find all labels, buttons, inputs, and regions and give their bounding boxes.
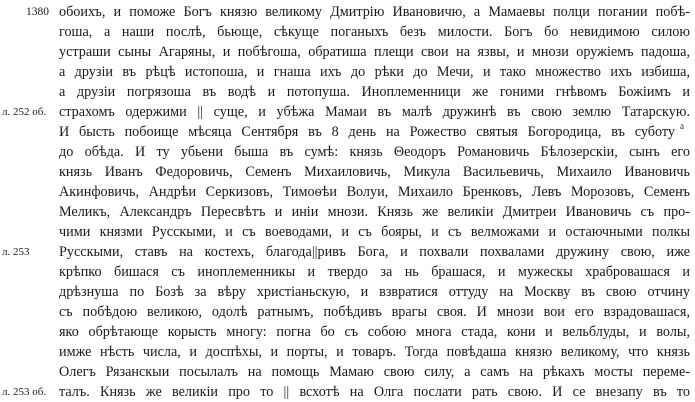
text-line: Меликъ, Александръ Пересвѣтъ и иніи мнози. Князь же великіи Дмитреи Ивановичь съ про- [59,204,690,220]
text-line: Русскыми, ставъ на костехъ, благода||ривъ Бога, и похвали похвалами дружину свою, иже [59,244,690,260]
margin-year: 1380 [26,6,49,18]
text-line: яко обрѣтающе корысть многу: погна бо съ собою многа стада, кони и вельблуды, и волы, [59,324,690,340]
text-line: а друзіи погрязоша въ водѣ и потопуша. Иноплеменници же гоними гнѣвомъ Божіимъ и [59,84,690,100]
text-line: обоихъ, и поможе Богъ князю великому Дмитрію Ивановичю, а Мамаевы полци погании побѣ- [59,4,690,20]
margin-folio-253v: л. 253 об. [2,386,47,398]
footnote-marker: a [680,121,684,131]
text-line: имже нѣсть числа, и доспѣхы, и порты, и товаръ. Тогда повѣдаша князю великому, что князь [59,344,690,360]
text-line: а друзіи въ рѣцѣ истопоша, и гнаша ихъ до рѣки до Мечи, и тако множество ихъ избиша, [59,64,690,80]
text-line: гоша, а наши послѣ, бьюще, сѣкуще поганыхъ безъ милости. Богъ бо невидимою силою [59,24,690,40]
text-line: князь Иванъ Федоровичь, Семенъ Михаиловичь, Микула Васильевичь, Михаило Ивановичь [59,164,690,180]
margin-folio-252v: л. 252 об. [2,106,47,118]
text-line: крѣпко бишася съ иноплеменникы и твердо за нь брашася, и мужескы храбровашася и [59,264,690,280]
text-line: чими князми Русскыми, и съ воеводами, и съ бояры, и съ велможами и остаючными полкы [59,224,690,240]
text-line: до обѣда. И ту убьени быша въ сумѣ: князь Θеодоръ Романовичь Бѣлозерскіи, сынъ его [59,144,690,160]
text-line: дрѣзнуша по Бозѣ за вѣру христіаньскую, и взвратися оттуду на Москву въ свою отчину [59,284,690,300]
text-line: страхомъ одержими || суще, и убѣжа Мамаи въ малѣ дружинѣ въ свою землю Татарскую. [59,104,690,120]
text-line: съ побѣдою великою, одолѣ ратнымъ, побѣдивъ врагы своя. И мнози вои его взрадовашася, [59,304,690,320]
text-line: Олегъ Рязанскыи посылалъ на помощь Мамаю свою силу, а самъ на рѣкахъ мосты переме- [59,364,690,380]
text-line: И бысть побоище мѣсяца Сентября въ 8 день на Рожество святыя Богородица, въ суботу [59,124,675,140]
text-line: Акинфовичь, Андрѣи Серкизовъ, Тимоѳѣи Волуи, Михаило Бренковъ, Левъ Морозовъ, Семенъ [59,184,690,200]
text-line: устраши сыны Агаряны, и побѣгоша, обратиша плещи свои на язвы, и мнози оружіемъ падоша, [59,44,690,60]
text-line: талъ. Князь же великіи про то || всхотѣ на Олга послати рать свою. И се внезапу въ то [59,384,690,400]
margin-folio-253: л. 253 [2,246,30,258]
